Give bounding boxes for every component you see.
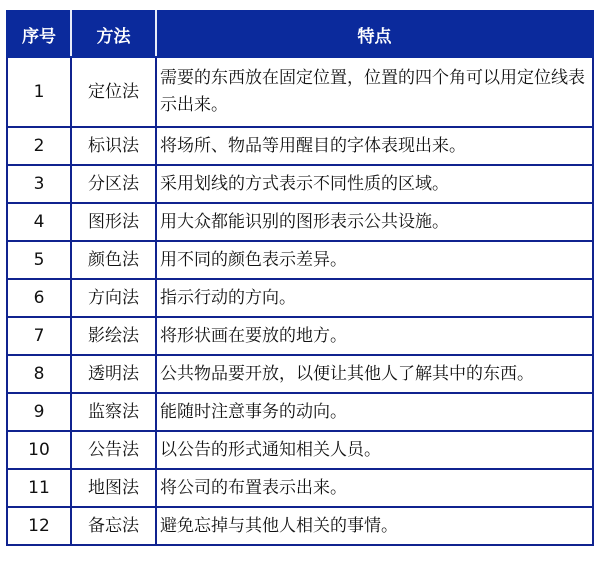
table-row — [7, 355, 593, 393]
row-method: 影绘法 — [71, 317, 156, 355]
row-method: 透明法 — [71, 355, 156, 393]
row-index: 10 — [7, 431, 71, 469]
methods-table — [6, 10, 594, 546]
row-method: 公告法 — [71, 431, 156, 469]
row-method: 定位法 — [71, 57, 156, 127]
row-index: 12 — [7, 507, 71, 545]
table-row — [7, 317, 593, 355]
row-method: 分区法 — [71, 165, 156, 203]
header-index: 序号 — [7, 11, 71, 57]
row-feature: 指示行动的方向。 — [156, 279, 593, 317]
row-method: 颜色法 — [71, 241, 156, 279]
row-feature: 需要的东西放在固定位置，位置的四个角可以用定位线表示出来。 — [156, 57, 593, 127]
header-feature: 特点 — [156, 11, 593, 57]
row-feature: 将场所、物品等用醒目的字体表现出来。 — [156, 127, 593, 165]
header-method: 方法 — [71, 11, 156, 57]
table-row — [7, 127, 593, 165]
table-row — [7, 203, 593, 241]
row-feature: 避免忘掉与其他人相关的事情。 — [156, 507, 593, 545]
row-feature: 将形状画在要放的地方。 — [156, 317, 593, 355]
row-feature: 以公告的形式通知相关人员。 — [156, 431, 593, 469]
row-method: 方向法 — [71, 279, 156, 317]
row-method: 备忘法 — [71, 507, 156, 545]
row-index: 11 — [7, 469, 71, 507]
header-row — [7, 11, 593, 57]
row-method: 监察法 — [71, 393, 156, 431]
row-index: 1 — [7, 57, 71, 127]
row-index: 3 — [7, 165, 71, 203]
row-method: 标识法 — [71, 127, 156, 165]
row-feature: 公共物品要开放，以便让其他人了解其中的东西。 — [156, 355, 593, 393]
table-row — [7, 507, 593, 545]
table-row — [7, 165, 593, 203]
row-method: 图形法 — [71, 203, 156, 241]
row-index: 9 — [7, 393, 71, 431]
table-row — [7, 393, 593, 431]
row-feature: 将公司的布置表示出来。 — [156, 469, 593, 507]
table-row — [7, 57, 593, 127]
row-index: 6 — [7, 279, 71, 317]
table-row — [7, 241, 593, 279]
table-row — [7, 431, 593, 469]
row-index: 8 — [7, 355, 71, 393]
row-feature: 采用划线的方式表示不同性质的区域。 — [156, 165, 593, 203]
row-index: 2 — [7, 127, 71, 165]
row-method: 地图法 — [71, 469, 156, 507]
table-row — [7, 469, 593, 507]
row-index: 4 — [7, 203, 71, 241]
row-feature: 用不同的颜色表示差异。 — [156, 241, 593, 279]
row-feature: 用大众都能识别的图形表示公共设施。 — [156, 203, 593, 241]
row-index: 7 — [7, 317, 71, 355]
table-row — [7, 279, 593, 317]
row-index: 5 — [7, 241, 71, 279]
row-feature: 能随时注意事务的动向。 — [156, 393, 593, 431]
